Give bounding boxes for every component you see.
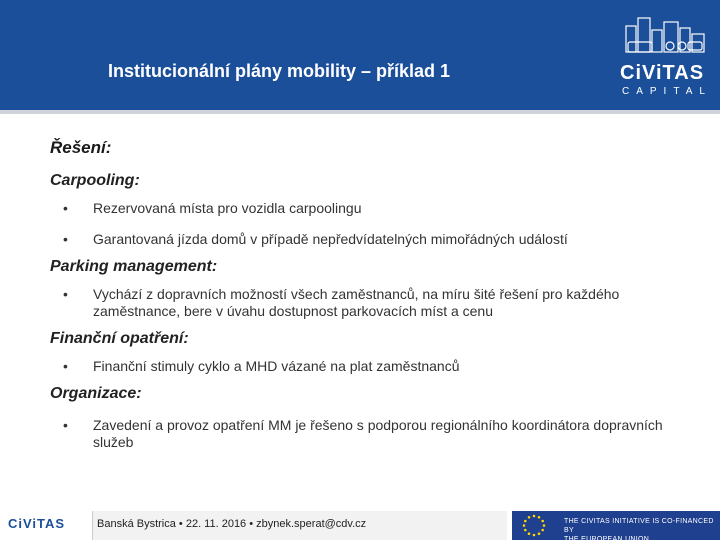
list-item-text: Zavedení a provoz opatření MM je řešeno s podporou regionálního koordinátora dopravních služeb: [93, 417, 663, 450]
eu-stars-icon: [512, 511, 556, 540]
slide-content: [50, 138, 690, 451]
bullet: •: [63, 286, 68, 302]
header-bar: [0, 0, 720, 110]
civitas-logo: [612, 12, 712, 104]
list-item-text: Garantovaná jízda domů v případě nepředvídatelných mimořádných událostí: [93, 231, 568, 247]
footer-info-text: Banská Bystrica • 22. 11. 2016 • zbynek.sperat@cdv.cz: [97, 518, 367, 530]
eu-cofinancing-banner: [556, 511, 720, 543]
section-heading-carpooling: Carpooling:: [50, 172, 140, 189]
city-skyline-icon: [612, 12, 712, 62]
list-item-text: Vychází z dopravních možností všech zaměstnanců, na míru šité řešení pro každého zaměstnance, bere v úvahu dostupnost parkovacích míst a cenu: [93, 286, 620, 319]
eu-line-1: THE CIVITAS INITIATIVE IS CO-FINANCED BY: [564, 518, 714, 534]
list-item: [50, 358, 690, 375]
logo-wordmark: CiViTAS: [620, 62, 705, 84]
solution-heading: Řešení:: [50, 138, 112, 157]
bullet: •: [63, 200, 68, 216]
footer-info-box: [92, 511, 507, 540]
bullet: •: [63, 417, 68, 433]
logo-subtitle: CAPITAL: [622, 86, 712, 97]
bullet: •: [63, 358, 68, 374]
section-heading-organization: Organizace:: [50, 385, 142, 402]
section-heading-parking: Parking management:: [50, 258, 218, 275]
eu-flag-icon: [512, 511, 556, 540]
footer-logo: CiViTAS: [8, 516, 66, 531]
list-item-text: Rezervovaná místa pro vozidla carpoolingu: [93, 200, 362, 216]
slide-title: Institucionální plány mobility – příklad 1: [108, 61, 451, 81]
bullet: •: [63, 231, 68, 247]
section-heading-financial: Finanční opatření:: [50, 330, 189, 347]
list-item: [50, 417, 690, 451]
list-item: [50, 200, 690, 217]
eu-line-2: THE EUROPEAN UNION: [564, 536, 650, 543]
list-item-text: Finanční stimuly cyklo a MHD vázané na plat zaměstnanců: [93, 358, 460, 374]
header-divider: [0, 110, 720, 114]
list-item: [50, 286, 690, 320]
list-item: [50, 231, 690, 248]
